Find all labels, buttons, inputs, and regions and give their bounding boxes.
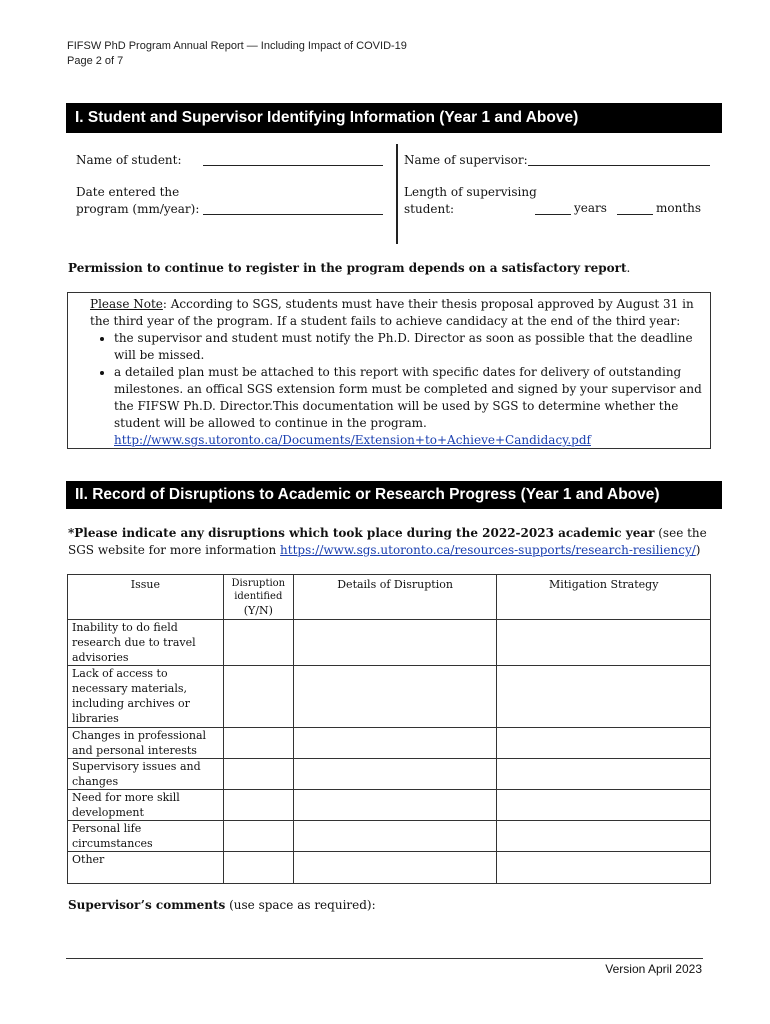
note-link-wrap bbox=[90, 432, 702, 449]
details-cell[interactable] bbox=[293, 790, 497, 821]
version-label: Version April 2023 bbox=[605, 962, 702, 976]
col-header-mitigation: Mitigation Strategy bbox=[497, 575, 711, 620]
disruption-cell[interactable] bbox=[223, 759, 293, 790]
table-row bbox=[68, 790, 711, 821]
supervisor-name-input[interactable] bbox=[528, 153, 710, 166]
disruptions-instructions bbox=[68, 525, 718, 559]
mitigation-cell[interactable] bbox=[497, 620, 711, 666]
disruptions-table bbox=[67, 574, 711, 884]
disruption-cell[interactable] bbox=[223, 790, 293, 821]
note-intro bbox=[90, 296, 702, 330]
col-header-issue: Issue bbox=[68, 575, 224, 620]
section-1-divider bbox=[396, 144, 398, 244]
extension-candidacy-link[interactable]: http://www.sgs.utoronto.ca/Documents/Extension+to+Achieve+Candidacy.pdf bbox=[114, 433, 591, 447]
years-label: years bbox=[574, 201, 607, 215]
table-row bbox=[68, 620, 711, 666]
student-name-label: Name of student: bbox=[76, 153, 182, 167]
disruption-cell[interactable] bbox=[223, 821, 293, 852]
length-supervising-field bbox=[404, 184, 537, 218]
issue-cell: Other bbox=[68, 852, 224, 884]
details-cell[interactable] bbox=[293, 620, 497, 666]
details-cell[interactable] bbox=[293, 666, 497, 728]
disruption-cell[interactable] bbox=[223, 666, 293, 728]
issue-cell: Need for more skill development bbox=[68, 790, 224, 821]
details-cell[interactable] bbox=[293, 759, 497, 790]
disruption-header-line1: Disruption bbox=[231, 578, 286, 589]
document-header-title: FIFSW PhD Program Annual Report — Including Impact of COVID-19 bbox=[67, 40, 407, 52]
instructions-text: (see the SGS website for more information bbox=[68, 526, 707, 557]
issue-cell: Personal life circumstances bbox=[68, 821, 224, 852]
section-1-heading: I. Student and Supervisor Identifying Information (Year 1 and Above) bbox=[66, 103, 722, 133]
years-input[interactable] bbox=[535, 202, 571, 215]
length-label-line1: Length of supervising bbox=[404, 185, 537, 199]
date-entered-label-line2: program (mm/year): bbox=[76, 202, 200, 216]
note-bullet: • a detailed plan must be attached to this report with specific dates for delivery of outstanding milestones. an offical SGS extension form must be completed and signed by your supervisor and the FIFSW Ph.D. Director.This documentation will be used by SGS to determine whether the student will be allowed to continue in the program. bbox=[114, 364, 702, 432]
comments-rest: (use space as required): bbox=[225, 898, 376, 912]
disruption-cell[interactable] bbox=[223, 620, 293, 666]
note-label: Please Note bbox=[90, 297, 163, 311]
instructions-bold: *Please indicate any disruptions which took place during the 2022-2023 academic year bbox=[68, 526, 655, 540]
disruption-header-line3: (Y/N) bbox=[243, 604, 273, 617]
disruption-header-line2: identified bbox=[234, 591, 283, 602]
supervisor-name-label: Name of supervisor: bbox=[404, 153, 528, 167]
instructions-end: ) bbox=[695, 543, 701, 557]
footer-rule bbox=[66, 958, 703, 959]
table-row bbox=[68, 759, 711, 790]
permission-text: Permission to continue to register in the program depends on a satisfactory report bbox=[68, 261, 627, 275]
length-label-line2: student: bbox=[404, 202, 455, 216]
page-number: Page 2 of 7 bbox=[67, 55, 124, 67]
col-header-details: Details of Disruption bbox=[293, 575, 497, 620]
date-entered-input[interactable] bbox=[203, 202, 383, 215]
mitigation-cell[interactable] bbox=[497, 852, 711, 884]
table-row bbox=[68, 666, 711, 728]
note-intro-text: : According to SGS, students must have their thesis proposal approved by August 31 in the third year of the program. If a student fails to achieve candidacy at the end of the third year: bbox=[90, 297, 694, 328]
date-entered-field bbox=[76, 184, 199, 218]
note-bullet: • the supervisor and student must notify the Ph.D. Director as soon as possible that the deadline will be missed. bbox=[114, 330, 702, 364]
supervisor-comments-label bbox=[68, 898, 376, 912]
mitigation-cell[interactable] bbox=[497, 821, 711, 852]
months-label: months bbox=[656, 201, 702, 215]
details-cell[interactable] bbox=[293, 728, 497, 759]
issue-cell: Lack of access to necessary materials, including archives or libraries bbox=[68, 666, 224, 728]
table-header-row bbox=[68, 575, 711, 620]
table-row bbox=[68, 821, 711, 852]
comments-bold: Supervisor’s comments bbox=[68, 898, 226, 912]
student-name-input[interactable] bbox=[203, 153, 383, 166]
permission-period: . bbox=[626, 261, 631, 275]
date-entered-label-line1: Date entered the bbox=[76, 185, 180, 199]
note-bullet-list bbox=[90, 330, 702, 432]
please-note-box bbox=[67, 292, 711, 449]
mitigation-cell[interactable] bbox=[497, 666, 711, 728]
table-row bbox=[68, 852, 711, 884]
mitigation-cell[interactable] bbox=[497, 728, 711, 759]
issue-cell: Supervisory issues and changes bbox=[68, 759, 224, 790]
details-cell[interactable] bbox=[293, 821, 497, 852]
disruption-cell[interactable] bbox=[223, 728, 293, 759]
mitigation-cell[interactable] bbox=[497, 759, 711, 790]
supervisor-name-field bbox=[404, 152, 528, 169]
mitigation-cell[interactable] bbox=[497, 790, 711, 821]
issue-cell: Changes in professional and personal interests bbox=[68, 728, 224, 759]
research-resiliency-link[interactable]: https://www.sgs.utoronto.ca/resources-supports/research-resiliency/ bbox=[280, 543, 696, 557]
section-2-heading: II. Record of Disruptions to Academic or Research Progress (Year 1 and Above) bbox=[66, 481, 722, 509]
student-name-field bbox=[76, 152, 182, 169]
months-input[interactable] bbox=[617, 202, 653, 215]
col-header-disruption bbox=[223, 575, 293, 620]
permission-statement bbox=[68, 261, 630, 275]
issue-cell: Inability to do field research due to travel advisories bbox=[68, 620, 224, 666]
details-cell[interactable] bbox=[293, 852, 497, 884]
table-row bbox=[68, 728, 711, 759]
disruption-cell[interactable] bbox=[223, 852, 293, 884]
